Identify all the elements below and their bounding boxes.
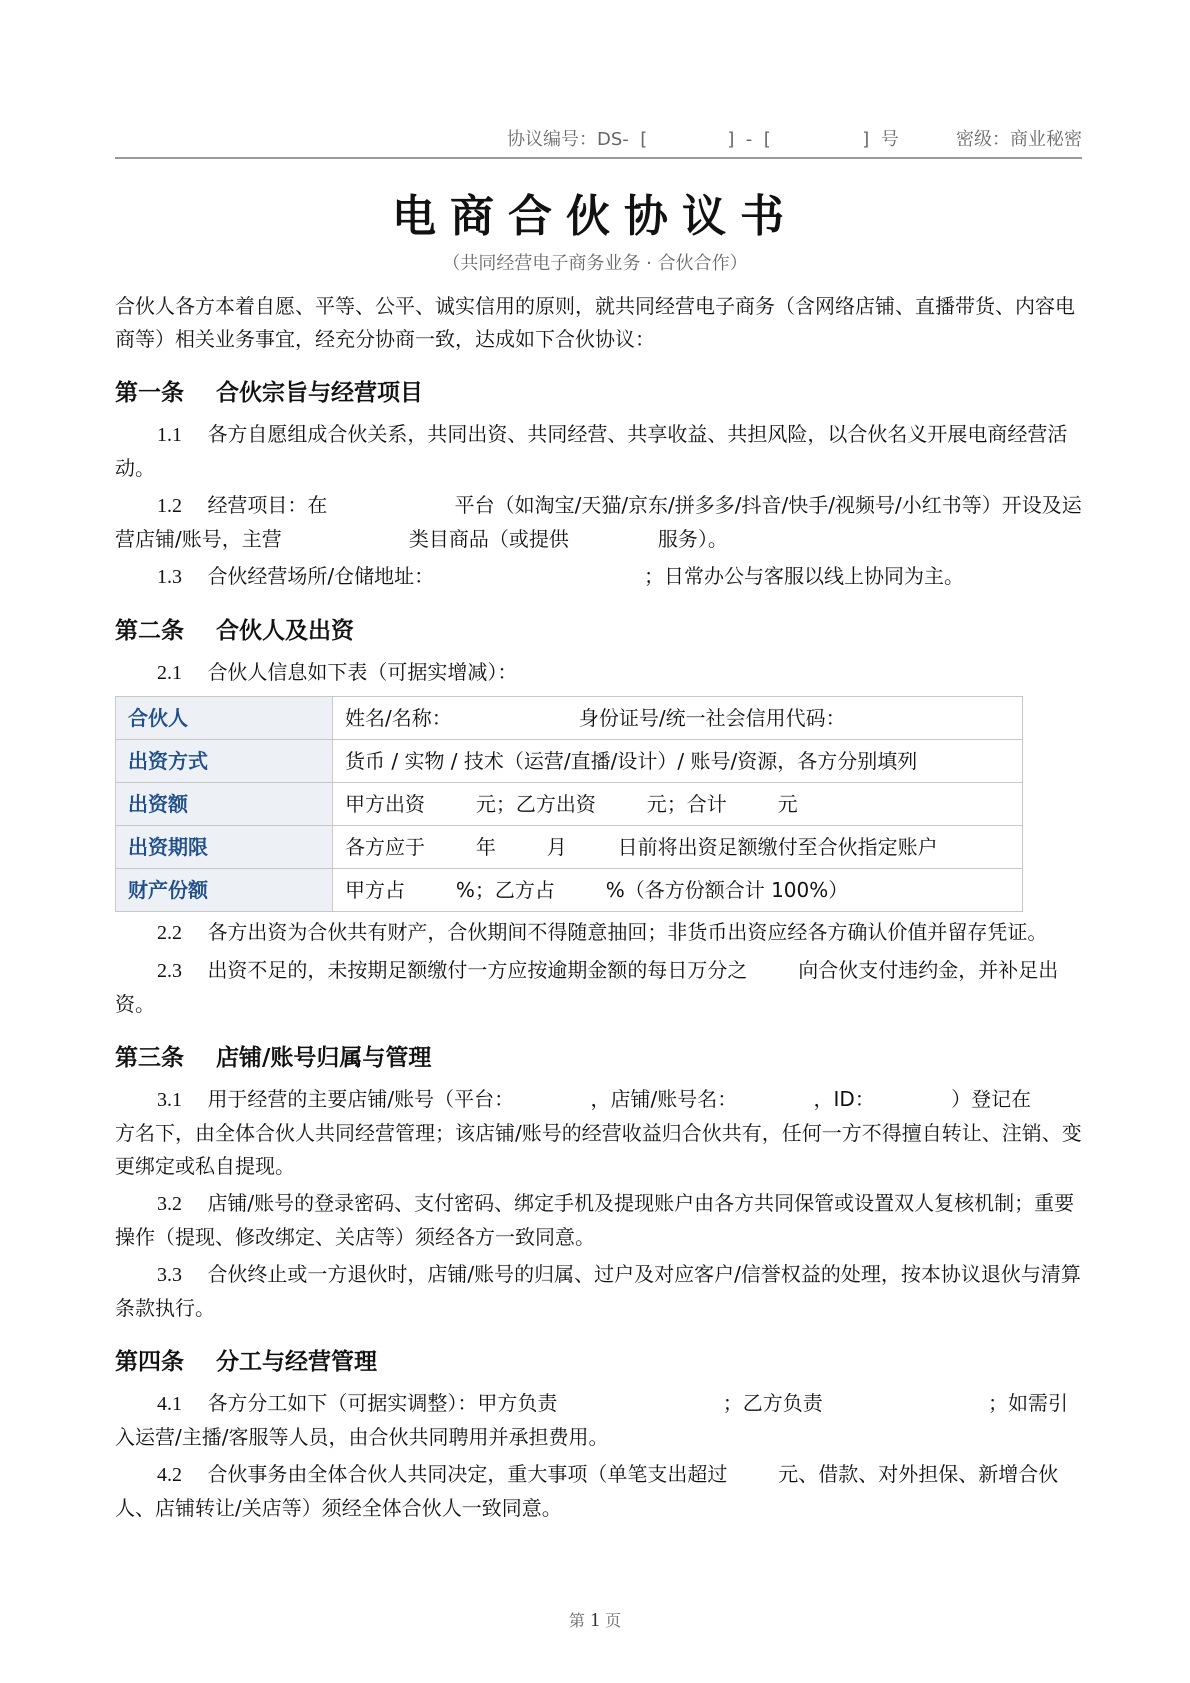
clause-number: 3.3	[157, 1264, 182, 1286]
clause-number: 2.1	[157, 662, 182, 684]
table-row	[116, 783, 1023, 826]
section-title-1: 第一条 合伙宗旨与经营项目	[115, 380, 424, 406]
table-row	[116, 740, 1023, 783]
clause-2-1	[115, 656, 1082, 690]
clause-1-3	[115, 560, 1082, 594]
document-title: 电商合伙协议书	[392, 191, 798, 242]
clause-text: 合伙事务由全体合伙人共同决定，重大事项（单笔支出超过 元、借款、对外担保、新增合伙人、店铺转让/关店等）须经全体合伙人一致同意。	[115, 1462, 1059, 1520]
document-header	[115, 125, 1082, 151]
clause-number: 2.2	[157, 922, 182, 944]
clause-3-2	[115, 1187, 1082, 1254]
partner-info-table	[115, 696, 1023, 912]
clause-3-3	[115, 1258, 1082, 1325]
page-prefix: 第	[568, 1611, 585, 1630]
clause-text: 出资不足的，未按期足额缴付一方应按逾期金额的每日万分之 向合伙支付违约金，并补足出资。	[115, 958, 1059, 1016]
section-title-4: 第四条 分工与经营管理	[115, 1349, 378, 1375]
clause-text: 各方出资为合伙共有财产，合伙期间不得随意抽回；非货币出资应经各方确认价值并留存凭证。	[207, 920, 1048, 944]
clause-1-2	[115, 489, 1082, 556]
table-row	[116, 826, 1023, 869]
page-number: 1	[590, 1609, 600, 1631]
table-row-label: 出资期限	[116, 826, 333, 869]
document-body	[115, 290, 1082, 1529]
table-row-value: 姓名/名称： 身份证号/统一社会信用代码：	[333, 697, 1023, 740]
table-row-label: 财产份额	[116, 869, 333, 912]
clause-text: 各方分工如下（可据实调整）：甲方负责 ；乙方负责 ；如需引入运营/主播/客服等人员，由合伙共同聘用并承担费用。	[115, 1391, 1069, 1449]
clause-text: 用于经营的主要店铺/账号（平台： ，店铺/账号名： ，ID： ）登记在 方名下，由全体合伙人共同经营管理；该店铺/账号的经营收益归合伙共有，任何一方不得擅自转让、注销、变更绑定或私自提现。	[115, 1087, 1082, 1178]
table-row	[116, 869, 1023, 912]
clause-1-1	[115, 418, 1082, 485]
agreement-number: 协议编号：DS- [ ] - [ ] 号	[506, 129, 899, 150]
clause-number: 2.3	[157, 960, 182, 982]
page-footer	[0, 1608, 1190, 1632]
table-row	[116, 697, 1023, 740]
table-row-value: 甲方占 %；乙方占 %（各方份额合计 100%）	[333, 869, 1023, 912]
table-row-label: 出资额	[116, 783, 333, 826]
clause-number: 4.2	[157, 1464, 182, 1486]
clause-number: 3.1	[157, 1089, 182, 1111]
page-suffix: 页	[605, 1611, 622, 1630]
clause-2-2	[115, 916, 1082, 950]
clause-text: 合伙人信息如下表（可据实增减）：	[207, 660, 518, 684]
clause-number: 1.2	[157, 495, 182, 517]
clause-text: 经营项目：在 平台（如淘宝/天猫/京东/拼多多/抖音/快手/视频号/小红书等）开设及运营店铺/账号，主营 类目商品（或提供 服务）。	[115, 493, 1082, 551]
intro-paragraph: 合伙人各方本着自愿、平等、公平、诚实信用的原则，就共同经营电子商务（含网络店铺、直播带货、内容电商等）相关业务事宜，经充分协商一致，达成如下合伙协议：	[115, 294, 1075, 351]
document-subtitle: （共同经营电子商务业务 · 合伙合作）	[442, 253, 748, 274]
clause-text: 各方自愿组成合伙关系，共同出资、共同经营、共享收益、共担风险，以合伙名义开展电商经营活动。	[115, 422, 1068, 480]
clause-text: 合伙经营场所/仓储地址： ；日常办公与客服以线上协同为主。	[207, 564, 964, 588]
table-row-value: 甲方出资 元；乙方出资 元；合计 元	[333, 783, 1023, 826]
clause-number: 4.1	[157, 1393, 182, 1415]
clause-text: 合伙终止或一方退伙时，店铺/账号的归属、过户及对应客户/信誉权益的处理，按本协议退伙与清算条款执行。	[115, 1262, 1081, 1320]
clause-number: 1.1	[157, 424, 182, 446]
clause-4-2	[115, 1458, 1082, 1525]
clause-4-1	[115, 1387, 1082, 1454]
clause-2-3	[115, 954, 1082, 1021]
clause-text: 店铺/账号的登录密码、支付密码、绑定手机及提现账户由各方共同保管或设置双人复核机制；重要操作（提现、修改绑定、关店等）须经各方一致同意。	[115, 1191, 1075, 1249]
header-divider	[115, 157, 1082, 159]
clause-number: 3.2	[157, 1193, 182, 1215]
table-row-label: 合伙人	[116, 697, 333, 740]
section-title-2: 第二条 合伙人及出资	[115, 618, 355, 644]
clause-number: 1.3	[157, 566, 182, 588]
table-row-value: 货币 / 实物 / 技术（运营/直播/设计）/ 账号/资源，各方分别填列	[333, 740, 1023, 783]
section-title-3: 第三条 店铺/账号归属与管理	[115, 1045, 432, 1071]
clause-3-1	[115, 1083, 1082, 1183]
table-row-label: 出资方式	[116, 740, 333, 783]
secrecy-level: 密级：商业秘密	[956, 129, 1082, 150]
table-row-value: 各方应于 年 月 日前将出资足额缴付至合伙指定账户	[333, 826, 1023, 869]
